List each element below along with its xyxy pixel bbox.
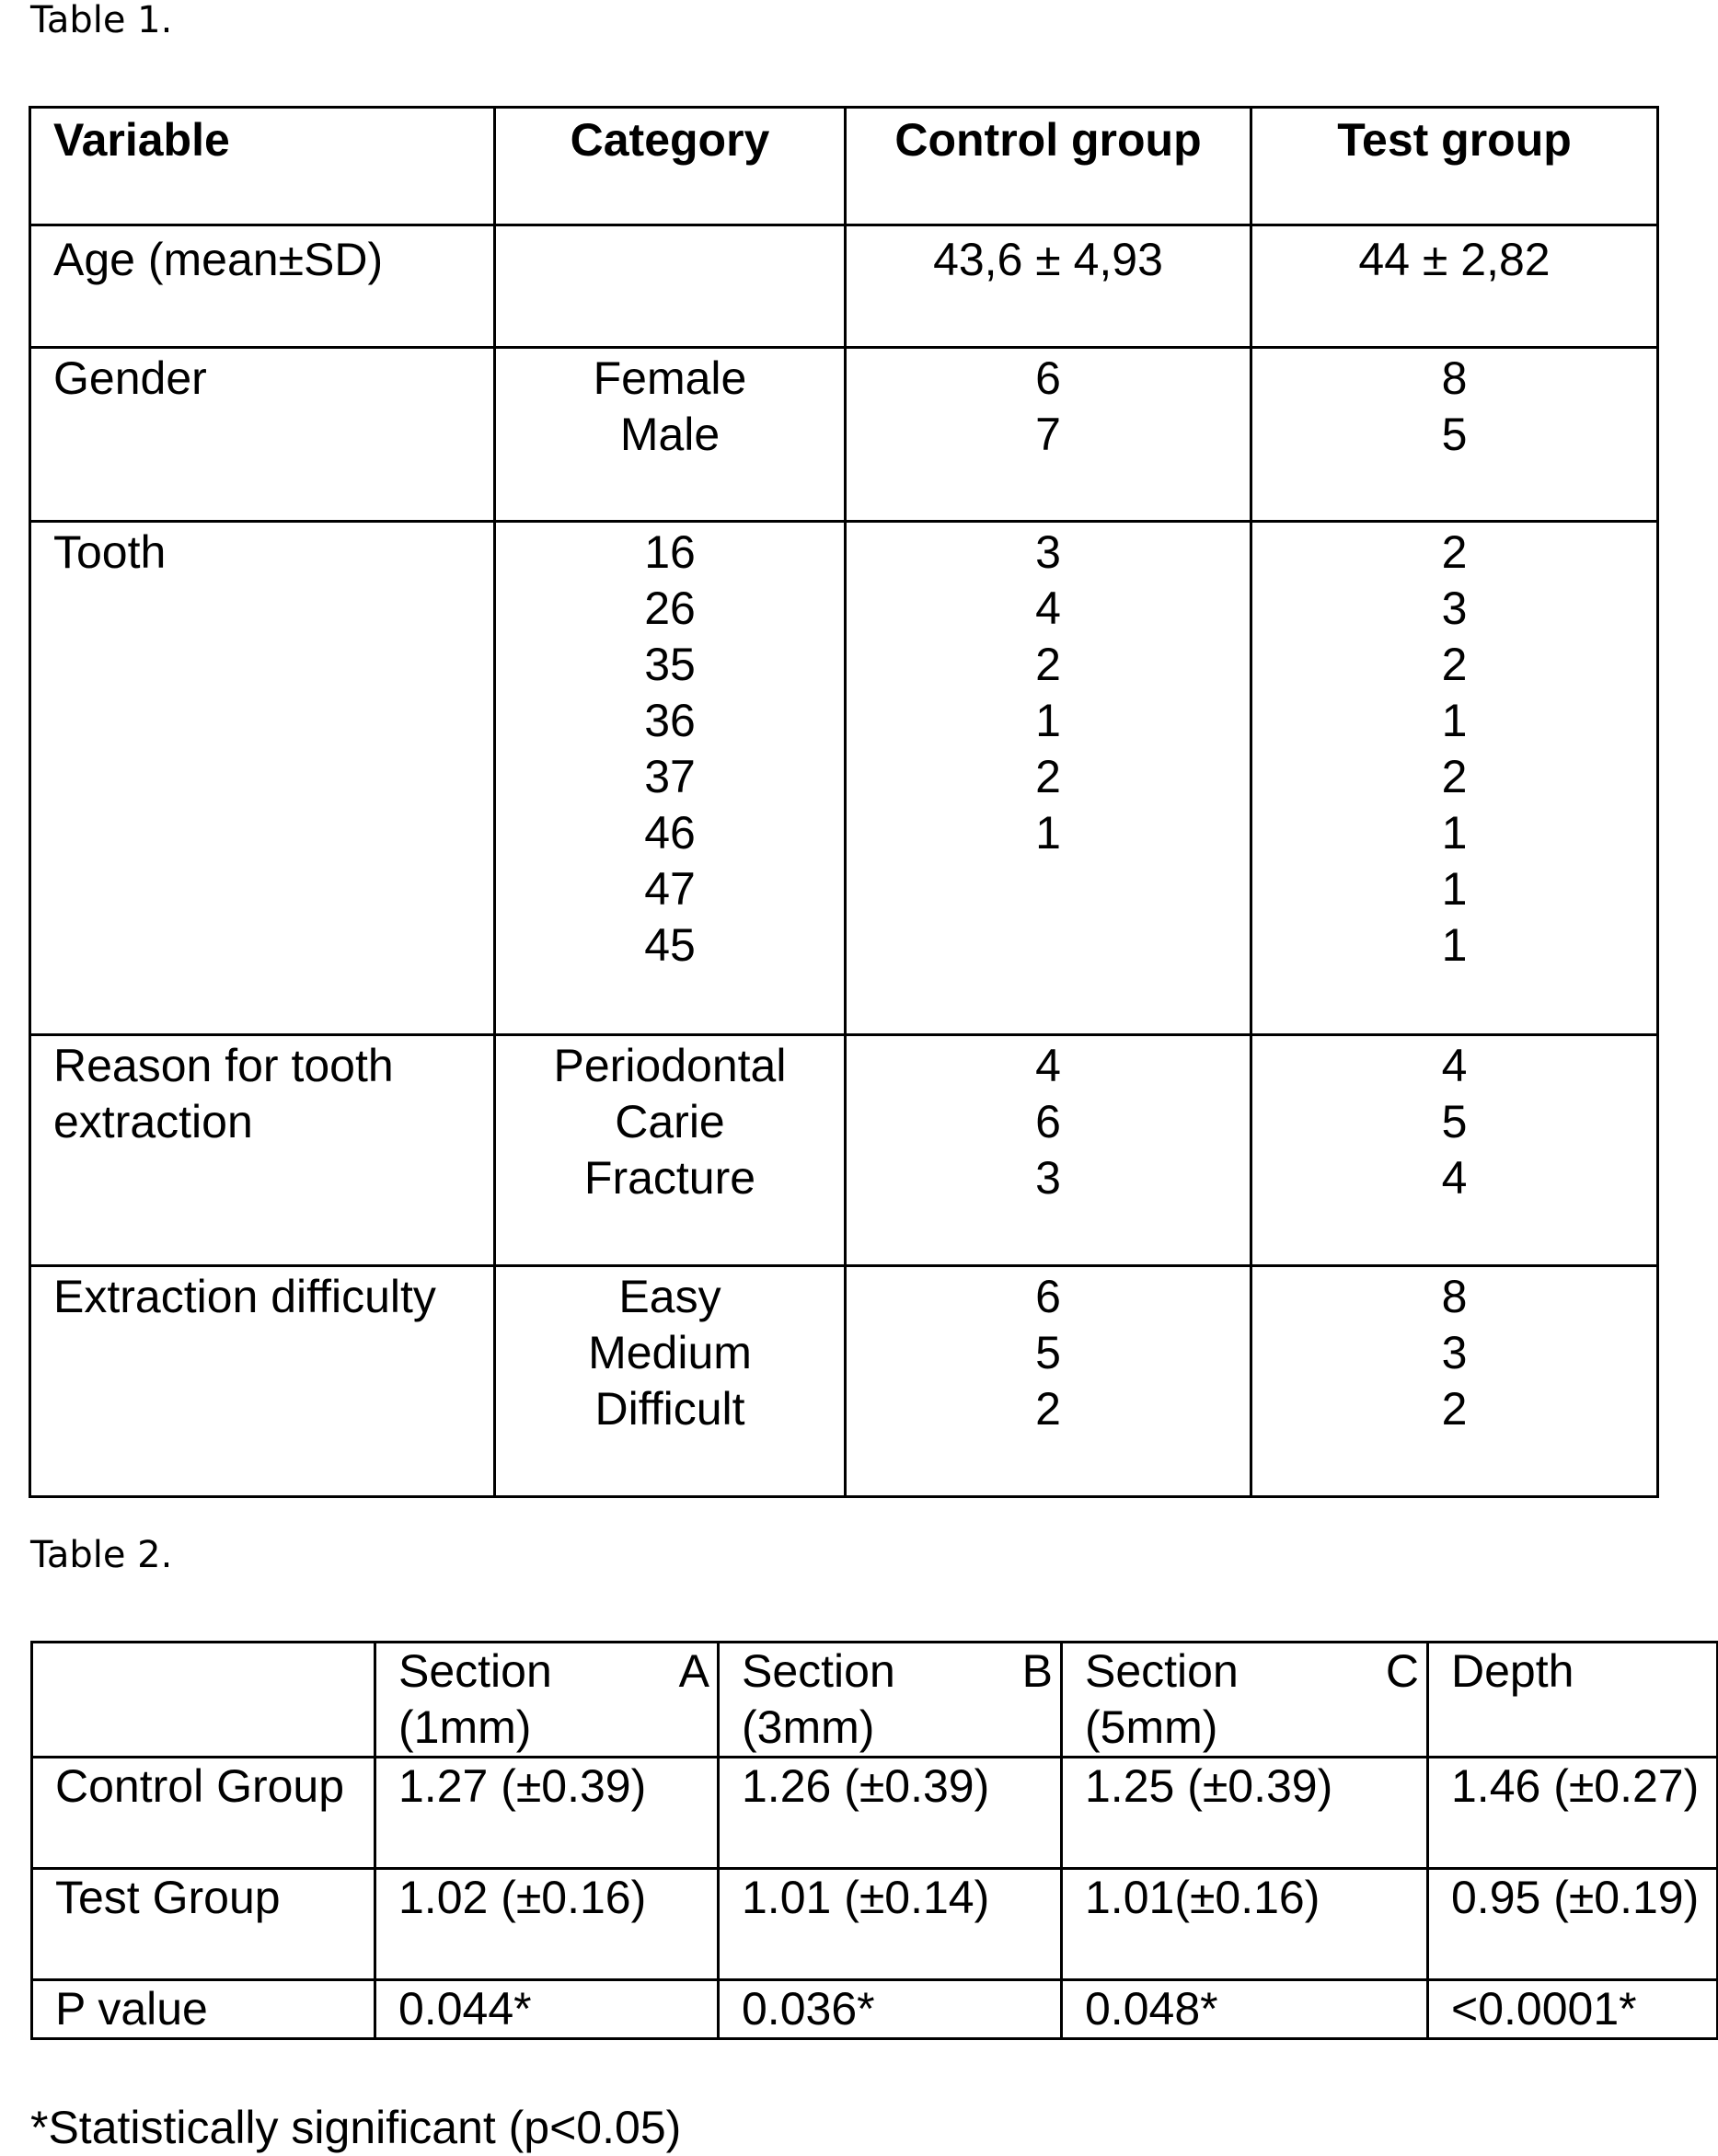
category-value: Periodontal — [553, 1040, 787, 1091]
test-value: 5 — [1441, 1096, 1468, 1147]
section-b-value: 1.26 (±0.39) — [719, 1758, 1062, 1869]
row-label: Control Group — [32, 1758, 375, 1869]
control-value: 2 — [1035, 1383, 1061, 1435]
control-value: 6 — [1035, 1271, 1061, 1322]
category-value: 16 — [644, 526, 696, 578]
test-cell — [1251, 1266, 1658, 1497]
control-value: 6 — [1035, 1096, 1061, 1147]
table-row-age — [30, 225, 1658, 348]
control-value: 3 — [1035, 526, 1061, 578]
category-cell — [495, 1035, 846, 1266]
category-cell — [495, 225, 846, 348]
control-value: 3 — [1035, 1152, 1061, 1204]
table-row-tooth — [30, 522, 1658, 1035]
test-value: 3 — [1441, 1327, 1468, 1378]
control-value: 1 — [1035, 807, 1061, 859]
section-c-value: 0.048* — [1062, 1980, 1428, 2039]
test-value: 1 — [1441, 695, 1468, 746]
variable-cell: Age (mean±SD) — [30, 225, 495, 348]
table1-header-row — [30, 108, 1658, 225]
test-value: 1 — [1441, 807, 1468, 859]
control-cell — [846, 225, 1251, 348]
test-value: 8 — [1441, 1271, 1468, 1322]
control-value: 2 — [1035, 639, 1061, 690]
test-value: 1 — [1441, 919, 1468, 971]
test-value: 2 — [1441, 1383, 1468, 1435]
test-value: 8 — [1441, 352, 1468, 404]
table2-header-empty — [32, 1643, 375, 1758]
control-value: 5 — [1035, 1327, 1061, 1378]
category-value: 47 — [644, 863, 696, 915]
variable-cell: Extraction difficulty — [30, 1266, 495, 1497]
category-value: 45 — [644, 919, 696, 971]
category-cell — [495, 522, 846, 1035]
control-cell — [846, 1035, 1251, 1266]
test-cell — [1251, 225, 1658, 348]
table1-caption: Table 1. — [30, 0, 173, 41]
header-text: Section B (3mm) — [742, 1645, 1053, 1753]
control-value: 4 — [1035, 1040, 1061, 1091]
test-cell — [1251, 348, 1658, 522]
category-value: 37 — [644, 751, 696, 802]
depth-value: <0.0001* — [1428, 1980, 1718, 2039]
table2 — [30, 1641, 1718, 2040]
table-row-control-group — [32, 1758, 1718, 1869]
test-value: 1 — [1441, 863, 1468, 915]
section-a-value: 0.044* — [375, 1980, 719, 2039]
row-label: Test Group — [32, 1869, 375, 1980]
test-cell — [1251, 522, 1658, 1035]
test-value: 2 — [1441, 751, 1468, 802]
control-value: 6 — [1035, 352, 1061, 404]
table1-header-test: Test group — [1251, 108, 1658, 225]
test-value: 44 ± 2,82 — [1358, 234, 1551, 285]
category-value: Fracture — [583, 1152, 756, 1204]
test-value: 2 — [1441, 526, 1468, 578]
category-cell — [495, 348, 846, 522]
control-value: 1 — [1035, 695, 1061, 746]
category-value: Carie — [615, 1096, 725, 1147]
table-row-test-group — [32, 1869, 1718, 1980]
header-text: Section C (5mm) — [1085, 1645, 1419, 1753]
section-c-value: 1.25 (±0.39) — [1062, 1758, 1428, 1869]
variable-cell: Gender — [30, 348, 495, 522]
table2-header-row — [32, 1643, 1718, 1758]
category-value: Easy — [618, 1271, 721, 1322]
table-row-gender — [30, 348, 1658, 522]
footnote: *Statistically significant (p<0.05) — [30, 2102, 682, 2153]
variable-cell: Reason for tooth extraction — [30, 1035, 495, 1266]
depth-value: 1.46 (±0.27) — [1428, 1758, 1718, 1869]
test-value: 2 — [1441, 639, 1468, 690]
control-cell — [846, 1266, 1251, 1497]
control-cell — [846, 522, 1251, 1035]
table2-header-section-b — [719, 1643, 1062, 1758]
table-row-difficulty — [30, 1266, 1658, 1497]
control-value: 4 — [1035, 582, 1061, 634]
table2-header-section-c — [1062, 1643, 1428, 1758]
category-value: Difficult — [594, 1383, 745, 1435]
table1-header-variable: Variable — [30, 108, 495, 225]
table2-header-section-a — [375, 1643, 719, 1758]
category-value: 36 — [644, 695, 696, 746]
test-cell — [1251, 1035, 1658, 1266]
table1 — [29, 106, 1659, 1498]
category-cell — [495, 1266, 846, 1497]
category-value: 26 — [644, 582, 696, 634]
category-value: Female — [593, 352, 747, 404]
table2-caption: Table 2. — [30, 1534, 173, 1576]
category-value: Male — [619, 409, 721, 460]
table-row-p-value — [32, 1980, 1718, 2039]
section-c-value: 1.01(±0.16) — [1062, 1869, 1428, 1980]
test-value: 4 — [1441, 1152, 1468, 1204]
section-b-value: 1.01 (±0.14) — [719, 1869, 1062, 1980]
variable-cell: Tooth — [30, 522, 495, 1035]
category-value: 46 — [644, 807, 696, 859]
control-value: 7 — [1035, 409, 1061, 460]
control-value: 2 — [1035, 751, 1061, 802]
control-value: 43,6 ± 4,93 — [933, 234, 1163, 285]
test-value: 3 — [1441, 582, 1468, 634]
section-a-value: 1.27 (±0.39) — [375, 1758, 719, 1869]
control-cell — [846, 348, 1251, 522]
category-value: Medium — [588, 1327, 752, 1378]
table-row-reason — [30, 1035, 1658, 1266]
table2-header-depth: Depth — [1428, 1643, 1718, 1758]
section-b-value: 0.036* — [719, 1980, 1062, 2039]
table1-header-control: Control group — [846, 108, 1251, 225]
row-label: P value — [32, 1980, 375, 2039]
section-a-value: 1.02 (±0.16) — [375, 1869, 719, 1980]
depth-value: 0.95 (±0.19) — [1428, 1869, 1718, 1980]
test-value: 5 — [1441, 409, 1468, 460]
category-value: 35 — [644, 639, 696, 690]
header-text: Section A (1mm) — [398, 1645, 709, 1753]
test-value: 4 — [1441, 1040, 1468, 1091]
table1-header-category: Category — [495, 108, 846, 225]
